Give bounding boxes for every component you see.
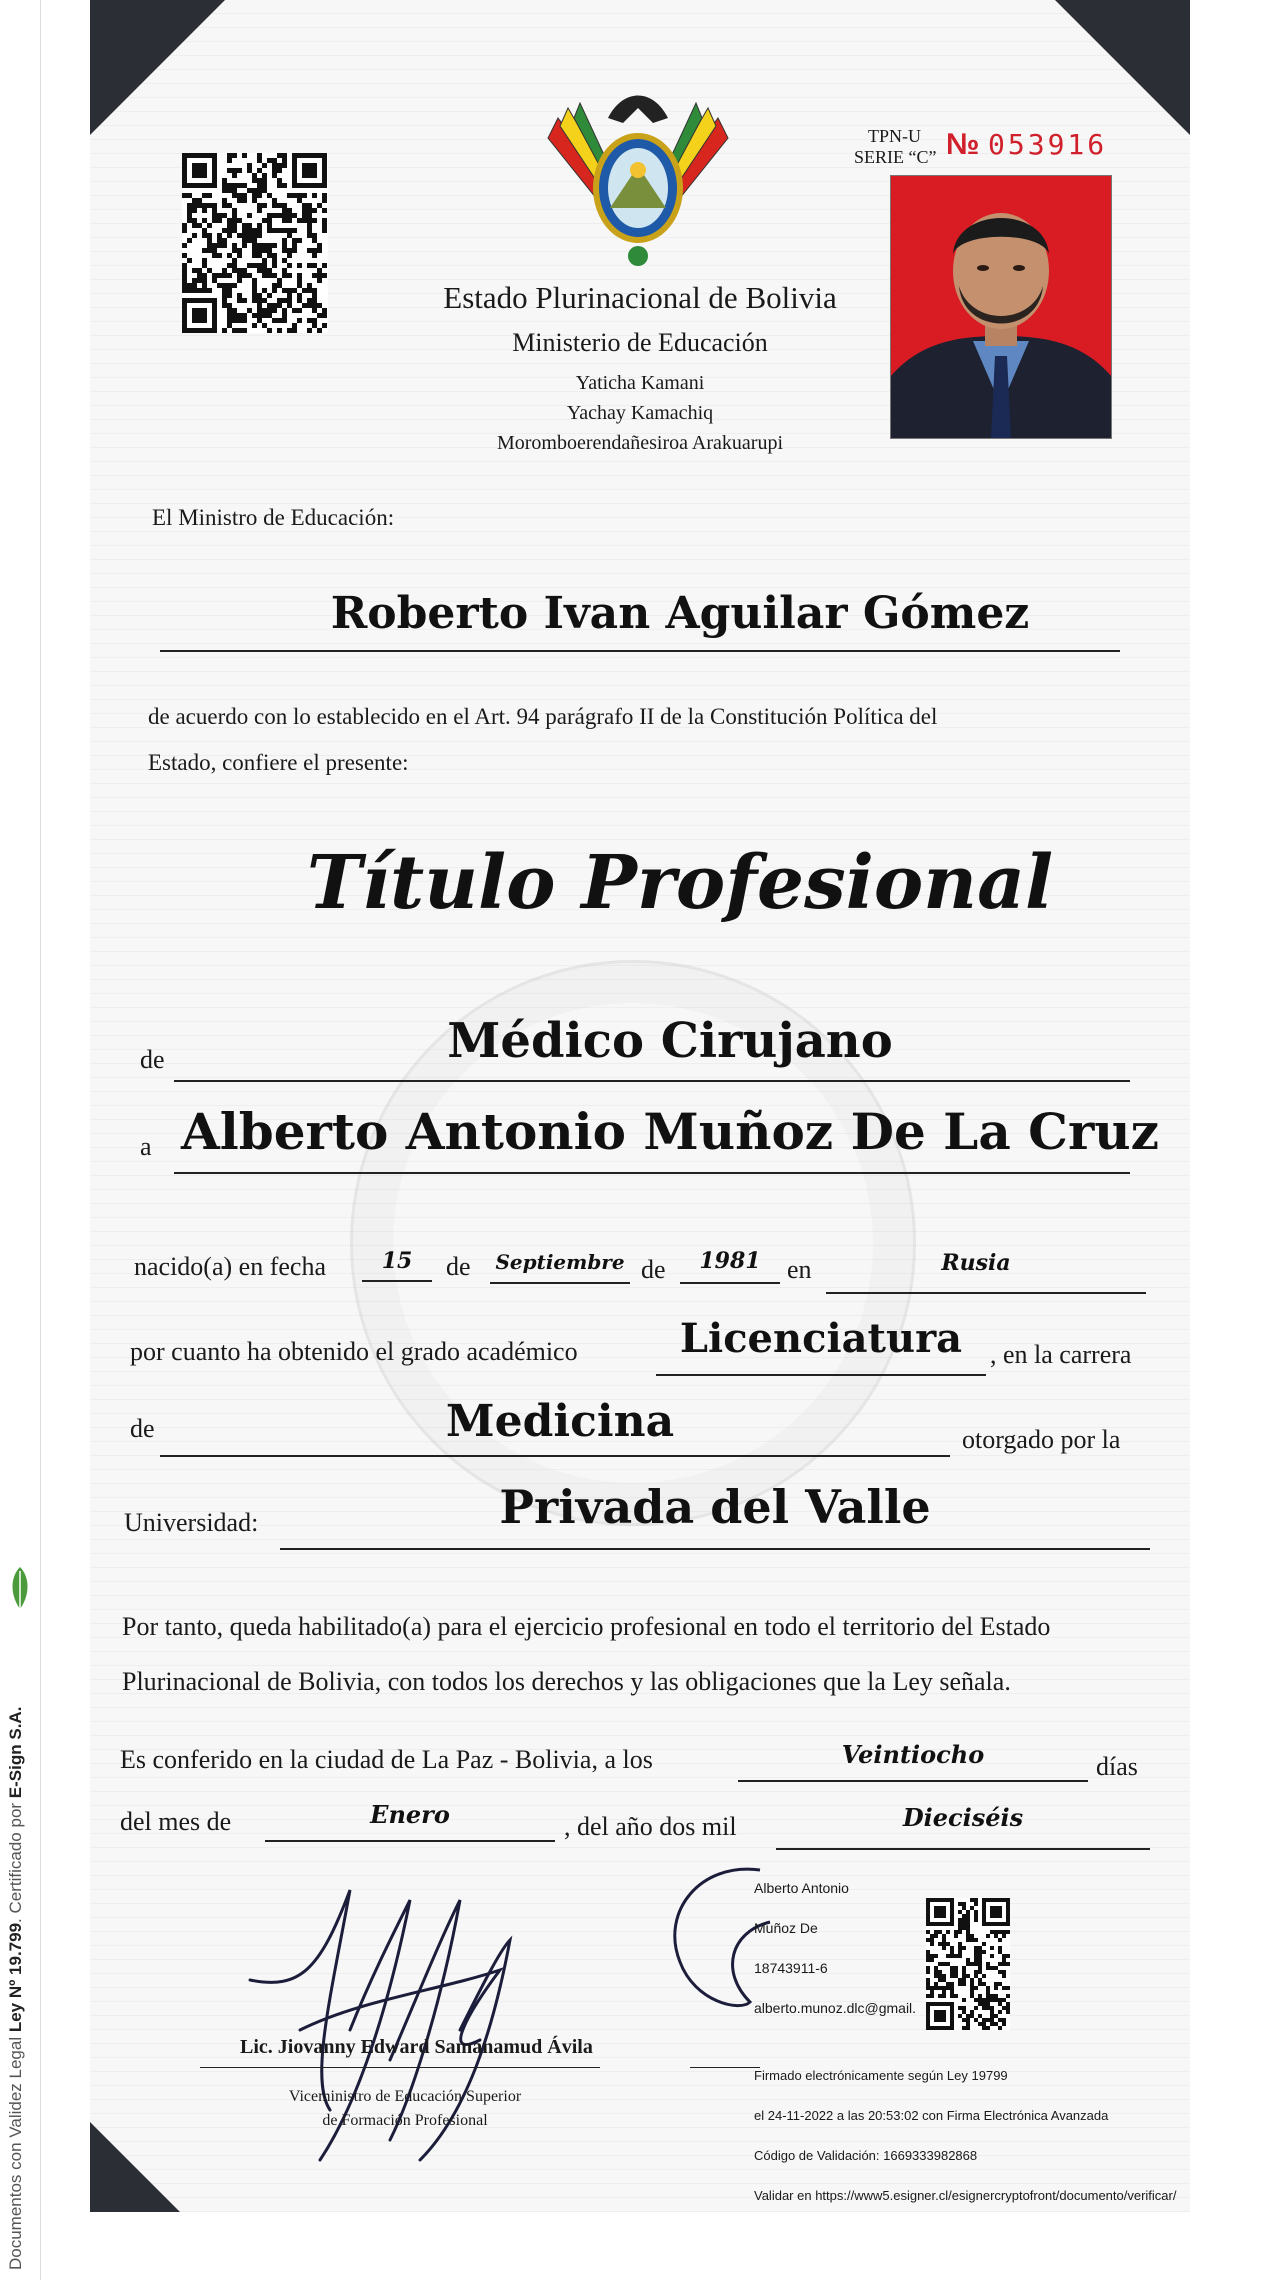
esign-validation-code: Código de Validación: 1669333982868	[754, 2148, 978, 2163]
esign-verify-prefix: Validar en	[754, 2188, 812, 2203]
state-name: Estado Plurinacional de Bolivia	[443, 280, 837, 315]
serial-number: 053916	[988, 128, 1108, 161]
certification-law: Ley Nº 19.799	[6, 1922, 25, 2033]
serial-series-top: TPN-U	[868, 126, 921, 146]
certification-middle: . Certificado por	[6, 1798, 25, 1923]
birth-place-line	[826, 1292, 1146, 1294]
enablement-line-2: Plurinacional de Bolivia, con todos los derechos y las obligaciones que la Ley señala.	[122, 1667, 1011, 1696]
constitution-line-1: de acuerdo con lo establecido en el Art. 94 parágrafo II de la Constitución Política del	[148, 704, 938, 729]
motto-line-3: Moromboerendañesiroa Arakuarupi	[496, 432, 783, 454]
career-label: , en la carrera	[990, 1340, 1132, 1369]
esign-name-1: Alberto Antonio	[754, 1880, 849, 1896]
qr-code-icon[interactable]	[926, 1898, 1010, 2030]
certification-text	[6, 1707, 26, 2270]
birth-de-2: de	[641, 1255, 666, 1284]
corner-mount-top-right	[1055, 0, 1190, 135]
university-line	[280, 1548, 1150, 1550]
university-value: Privada del Valle	[499, 1480, 931, 1534]
birth-place: Rusia	[941, 1250, 1011, 1276]
conferred-label: Es conferido en la ciudad de La Paz - Bolivia, a los	[120, 1745, 653, 1774]
corner-mount-top-left	[90, 0, 225, 135]
motto-line-1: Yaticha Kamani	[575, 372, 705, 394]
esign-verify-row	[754, 2188, 1176, 2203]
granted-label: otorgado por la	[962, 1425, 1121, 1454]
enablement-line-1: Por tanto, queda habilitado(a) para el ejercicio profesional en todo el territorio del Estado	[122, 1612, 1051, 1641]
qr-code-icon[interactable]	[182, 153, 328, 333]
birth-de-1: de	[446, 1252, 471, 1281]
signatory-role-2: de Formación Profesional	[322, 2112, 488, 2129]
year-label: , del año dos mil	[564, 1812, 737, 1841]
career-value: Medicina	[445, 1396, 675, 1447]
certification-side-strip	[0, 0, 41, 2280]
recipient-prefix: a	[140, 1132, 152, 1161]
signatory-role-1: Viceministro de Educación Superior	[288, 2088, 522, 2105]
degree-label: por cuanto ha obtenido el grado académico	[130, 1337, 578, 1366]
university-label: Universidad:	[124, 1508, 259, 1537]
corner-mount-bottom-left	[90, 2122, 180, 2212]
coat-of-arms-icon	[538, 78, 738, 278]
conferred-day: Veintiocho	[841, 1740, 985, 1769]
career-prefix: de	[130, 1414, 155, 1443]
born-label: nacido(a) en fecha	[134, 1252, 326, 1281]
motto-line-2: Yachay Kamachiq	[566, 402, 714, 424]
esign-id: 18743911-6	[754, 1960, 828, 1976]
certification-company: E-Sign S.A.	[6, 1706, 25, 1799]
signatory-name: Lic. Jiovanny Edward Samanamud Ávila	[240, 2036, 593, 2058]
esign-law-note: Firmado electrónicamente según Ley 19799	[754, 2068, 1008, 2083]
profession-prefix: de	[140, 1045, 165, 1074]
birth-year: 1981	[699, 1248, 761, 1274]
profession-value: Médico Cirujano	[447, 1013, 893, 1069]
profession-line	[174, 1080, 1130, 1082]
constitution-line-2: Estado, confiere el presente:	[148, 750, 409, 775]
recipient-line	[174, 1172, 1130, 1174]
serial-series-bottom: SERIE “C”	[854, 147, 937, 167]
conferred-year-line	[776, 1848, 1150, 1850]
birth-en: en	[787, 1255, 812, 1284]
serial-prefix: №	[946, 128, 980, 161]
leaf-icon	[8, 1565, 32, 1613]
birth-day-line	[362, 1280, 432, 1282]
degree-line	[656, 1374, 986, 1376]
birth-year-line	[680, 1282, 780, 1284]
esign-email: alberto.munoz.dlc@gmail.	[754, 2000, 917, 2016]
birth-month: Septiembre	[495, 1250, 625, 1274]
esign-verify-link[interactable]: https://www5.esigner.cl/esignercryptofront/documento/verificar/	[815, 2188, 1177, 2203]
recipient-name: Alberto Antonio Muñoz De La Cruz	[180, 1102, 1160, 1161]
month-label: del mes de	[120, 1807, 232, 1836]
birth-day: 15	[381, 1248, 413, 1274]
ministry-name: Ministerio de Educación	[512, 328, 768, 357]
certification-prefix: Documentos con Validez Legal	[6, 2032, 25, 2270]
minister-label: El Ministro de Educación:	[152, 505, 395, 530]
esign-name-2: Muñoz De	[754, 1920, 818, 1936]
conferred-month-line	[265, 1840, 555, 1842]
document-title: Título Profesional	[306, 840, 1054, 926]
degree-value: Licenciatura	[679, 1315, 963, 1362]
esign-date-note: el 24-11-2022 a las 20:53:02 con Firma Electrónica Avanzada	[754, 2108, 1109, 2123]
minister-name-line	[160, 650, 1120, 652]
minister-name: Roberto Ivan Aguilar Gómez	[330, 588, 1030, 639]
professional-title-certificate	[90, 0, 1190, 2212]
birth-month-line	[490, 1282, 630, 1284]
conferred-month: Enero	[370, 1800, 450, 1829]
career-line	[160, 1455, 950, 1457]
esign-line	[690, 2067, 760, 2068]
signatory-line	[200, 2067, 600, 2068]
conferred-day-line	[738, 1780, 1088, 1782]
days-label: días	[1096, 1752, 1138, 1781]
holder-photo	[890, 175, 1112, 439]
conferred-year: Dieciséis	[902, 1803, 1024, 1832]
